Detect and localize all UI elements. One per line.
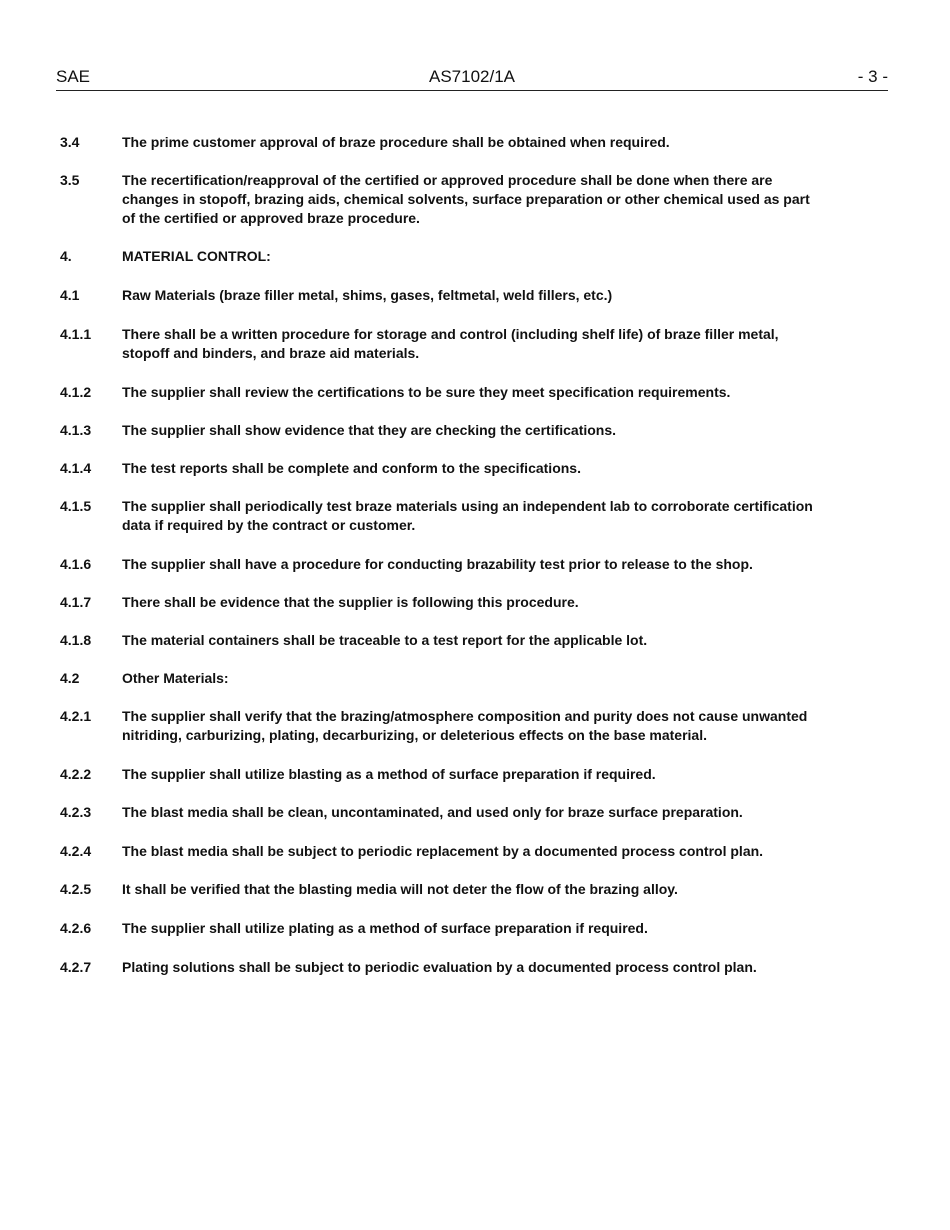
- section-number: 4.1.8: [60, 632, 92, 648]
- section-text: The supplier shall have a procedure for conducting brazability test prior to release to the shop.: [122, 556, 753, 572]
- section-number: 4.2.3: [60, 804, 92, 820]
- section-text: Raw Materials (braze filler metal, shims, gases, feltmetal, weld fillers, etc.): [122, 287, 613, 303]
- section-number: 4.1.7: [60, 594, 92, 610]
- section-4: [60, 247, 820, 266]
- section-number: 4.2: [60, 670, 80, 686]
- section-4-1-8: [60, 631, 820, 650]
- section-4-1-7: [60, 593, 820, 612]
- section-number: 4.2.2: [60, 766, 92, 782]
- section-4-1-6: [60, 555, 820, 574]
- section-text: There shall be a written procedure for storage and control (including shelf life) of braze filler metal, stopoff and binders, and braze aid materials.: [122, 326, 779, 361]
- section-number: 4.2.4: [60, 843, 92, 859]
- section-text: The supplier shall verify that the brazing/atmosphere composition and purity does not cause unwanted nitriding, carburizing, plating, decarburizing, or deleterious effects on the base material.: [122, 708, 808, 743]
- section-text: The test reports shall be complete and conform to the specifications.: [122, 460, 581, 476]
- section-3-5: [60, 171, 820, 228]
- section-3-4: [60, 133, 820, 152]
- section-text: The supplier shall utilize plating as a method of surface preparation if required.: [122, 920, 648, 936]
- section-4-1-2: [60, 383, 820, 402]
- section-4-2-6: [60, 919, 820, 938]
- section-4-1-3: [60, 421, 820, 440]
- section-number: 3.4: [60, 134, 80, 150]
- section-number: 4.2.7: [60, 959, 92, 975]
- section-text: The supplier shall show evidence that they are checking the certifications.: [122, 422, 617, 438]
- page-header: [56, 66, 888, 91]
- section-text: There shall be evidence that the supplier is following this procedure.: [122, 594, 579, 610]
- section-number: 4.1: [60, 287, 80, 303]
- section-text: The blast media shall be subject to periodic replacement by a documented process control plan.: [122, 843, 764, 859]
- section-4-2-7: [60, 958, 820, 977]
- section-number: 4.2.1: [60, 708, 92, 724]
- section-4-2-5: [60, 880, 820, 899]
- section-text: The material containers shall be traceable to a test report for the applicable lot.: [122, 632, 648, 648]
- section-number: 4.2.5: [60, 881, 92, 897]
- section-4-2-3: [60, 803, 820, 822]
- section-4-2-4: [60, 842, 820, 861]
- section-4-1-4: [60, 459, 820, 478]
- section-4-1-1: [60, 325, 820, 363]
- section-number: 4.1.5: [60, 498, 92, 514]
- section-number: 4.1.2: [60, 384, 92, 400]
- section-text: Other Materials:: [122, 670, 229, 686]
- section-text: The blast media shall be clean, uncontaminated, and used only for braze surface preparation.: [122, 804, 743, 820]
- section-4-1: [60, 286, 820, 305]
- section-text: The recertification/reapproval of the certified or approved procedure shall be done when there are changes in stopoff, brazing aids, chemical solvents, surface preparation or other chemical used as part of the certified or approved braze procedure.: [122, 172, 810, 226]
- header-page-number: - 3 -: [857, 67, 888, 86]
- section-4-2-1: [60, 707, 820, 745]
- section-text: The supplier shall periodically test braze materials using an independent lab to corroborate certification data if required by the contract or customer.: [122, 498, 813, 533]
- section-text: The prime customer approval of braze procedure shall be obtained when required.: [122, 134, 670, 150]
- section-text: Plating solutions shall be subject to periodic evaluation by a documented process control plan.: [122, 959, 757, 975]
- header-document-id: AS7102/1A: [428, 67, 515, 86]
- section-number: 4.1.1: [60, 326, 92, 342]
- header-org: SAE: [56, 67, 91, 86]
- section-heading: MATERIAL CONTROL:: [122, 248, 271, 264]
- section-number: 4.1.4: [60, 460, 92, 476]
- section-4-2: [60, 669, 820, 688]
- section-text: The supplier shall utilize blasting as a method of surface preparation if required.: [122, 766, 656, 782]
- section-number: 3.5: [60, 172, 80, 188]
- section-text: It shall be verified that the blasting media will not deter the flow of the brazing alloy.: [122, 881, 678, 897]
- section-number: 4.2.6: [60, 920, 92, 936]
- section-number: 4.1.3: [60, 422, 92, 438]
- section-number: 4.1.6: [60, 556, 92, 572]
- section-text: The supplier shall review the certifications to be sure they meet specification requirements.: [122, 384, 731, 400]
- section-4-1-5: [60, 497, 820, 535]
- section-4-2-2: [60, 765, 820, 784]
- section-number: 4.: [60, 248, 72, 264]
